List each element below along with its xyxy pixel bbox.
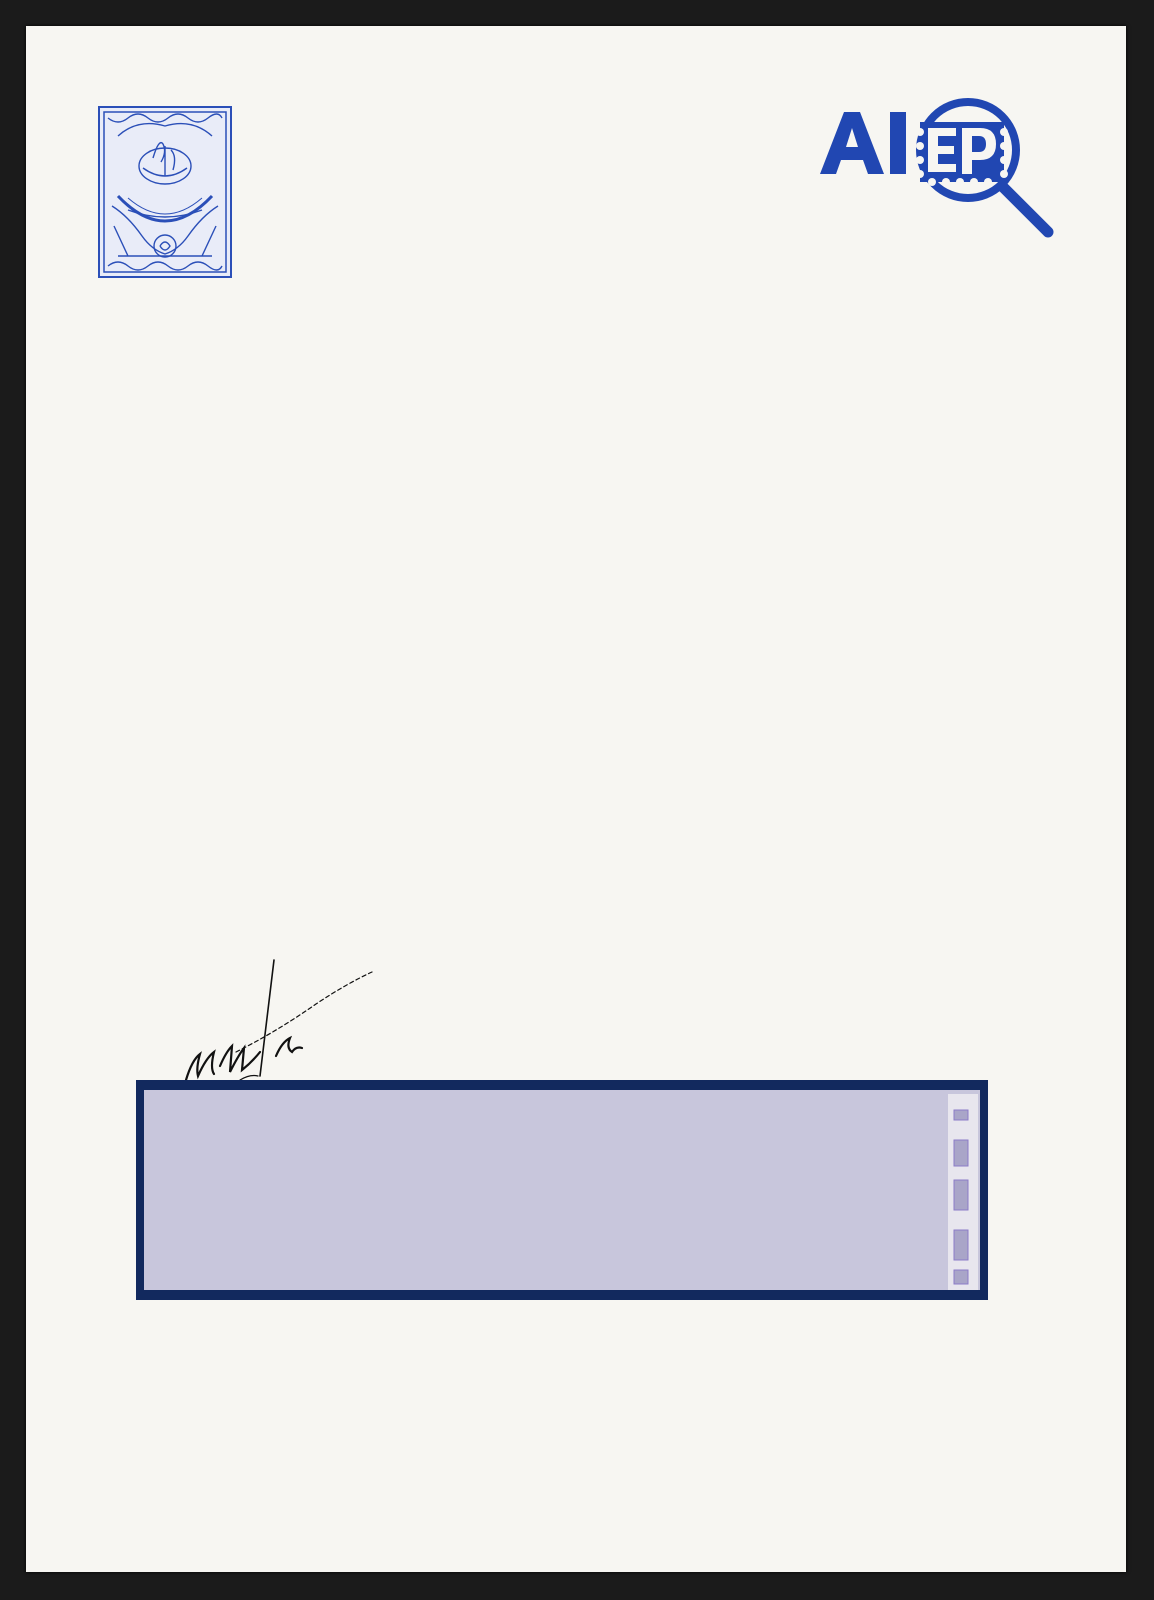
stamp-strip-drawing (136, 1080, 988, 1300)
ottoman-seal-emblem (98, 106, 232, 278)
aiep-watermark-pattern (86, 1296, 1066, 1536)
certificate-sheet (26, 26, 1126, 1572)
aiep-logo (816, 92, 1076, 242)
stamp-strip-image (136, 1080, 988, 1300)
